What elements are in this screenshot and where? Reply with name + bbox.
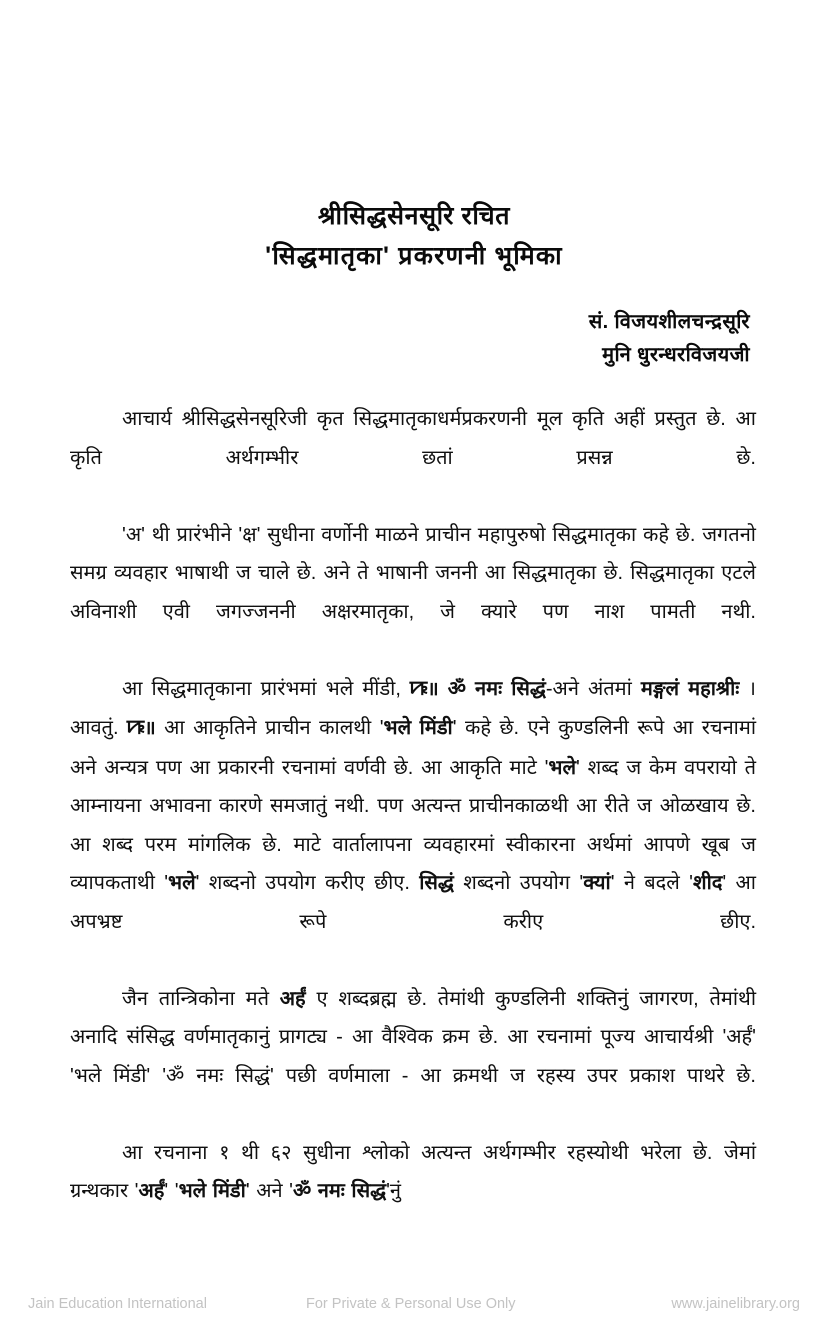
paragraph-4 [70, 980, 756, 1134]
emphasis-term: भले [548, 756, 577, 779]
bhale-mindi-symbol: ꠚ॥ [410, 678, 439, 700]
text-run: आ सिद्धमातृकाना प्रारंभमां भले मींडी, [122, 677, 410, 700]
text-run: । आवतुं. [70, 677, 756, 739]
paragraph-2-text: 'अ' थी प्रारंभीने 'क्ष' सुधीना वर्णोनी माळने प्राचीन महापुरुषो सिद्धमातृका कहे छे. जगतनो समग्र व्यवहार भाषाथी ज चाले छे. अने ते भाषानी जननी आ सिद्धमातृका छे. सिद्धमातृका एटले अविनाशी एवी जगज्जननी अक्षरमातृका, जे क्यारे पण नाश पामती नथी. [70, 523, 756, 623]
emphasis-term: भले मिंडी [178, 1180, 246, 1202]
emphasis-term: क्यां [583, 872, 611, 894]
text-run: ' अने ' [245, 1180, 293, 1202]
paragraph-1 [70, 400, 756, 516]
text-run: ' कहे छे. एने कुण्डलिनी रूपे आ रचनामां अने अन्यत्र पण आ प्रकारनी रचनामां वर्णवी छे. आ आकृति माटे ' [70, 717, 757, 779]
paragraph-5 [70, 1134, 756, 1211]
text-run: ' शब्द ज केम वपरायो ते आम्नायना अभावना कारणे समजातुं नथी. पण अत्यन्त प्राचीनकाळथी आ रीते ज ओळखाय छे. आ शब्द परम मांगलिक छे. माटे वार्तालापना व्यवहारमां स्वीकारना अर्थमां आपणे खूब ज व्यापकताथी ' [70, 756, 756, 894]
text-run: शब्दनो उपयोग ' [453, 872, 584, 894]
paragraph-1-text: आचार्य श्रीसिद्धसेनसूरिजी कृत सिद्धमातृकाधर्मप्रकरणनी मूल कृति अहीं प्रस्तुत छे. आ कृति अर्थगम्भीर छतां प्रसन्न छे. [70, 408, 756, 469]
emphasis-term: ॐ नमः सिद्धं [292, 1180, 387, 1202]
emphasis-term: शीद [693, 872, 723, 894]
text-run: ए शब्दब्रह्म छे. तेमांथी कुण्डलिनी शक्तिनुं जागरण, तेमांथी अनादि संसिद्ध वर्णमातृकानुं प्रागट्य - आ वैश्विक क्रम छे. आ रचनामां पूज्य आचार्यश्री 'अर्हं' 'भले मिंडी' 'ॐ नमः सिद्धं' पछी वर्णमाला - आ क्रमथी ज रहस्य उपर प्रकाश पाथरे छे. [70, 987, 756, 1087]
text-run: ' आ अपभ्रष्ट रूपे करीए छीए. [70, 872, 756, 933]
byline-author: मुनि धुरन्धरविजयजी [602, 344, 750, 366]
text-run: -अने अंतमां [545, 677, 641, 700]
text-run: ' ' [164, 1180, 179, 1202]
paragraph-5-text [70, 1142, 756, 1203]
title-line-1: श्रीसिद्धसेनसूरि रचित [317, 202, 511, 230]
emphasis-term: मङ्गलं महाश्रीः [640, 677, 740, 700]
text-run: आ आकृतिने प्राचीन कालथी ' [155, 717, 384, 739]
page-footer [0, 1292, 828, 1322]
footer-usage-notice: For Private & Personal Use Only [306, 1296, 516, 1312]
text-run: 'नुं [386, 1180, 402, 1202]
emphasis-term: भले [168, 872, 196, 894]
footer-organization: Jain Education International [28, 1296, 207, 1312]
text-run: आ रचनाना १ थी ६२ सुधीना श्लोको अत्यन्त अर्थगम्भीर रहस्योथी भरेला छे. जेमां ग्रन्थकार ' [70, 1141, 756, 1202]
emphasis-term: सिद्धं [419, 872, 454, 894]
text-run: ' शब्दनो उपयोग करीए छीए. [195, 872, 420, 894]
paragraph-4-text [70, 988, 756, 1087]
paragraph-2 [70, 516, 756, 670]
title-line-2: 'सिद्धमातृका' प्रकरणनी भूमिका [265, 242, 563, 270]
text-run: जैन तान्त्रिकोना मते [122, 987, 280, 1010]
emphasis-term: अर्हं [279, 987, 306, 1010]
body-text-column [70, 400, 756, 1211]
bhale-mindi-symbol: ꠚ॥ [127, 718, 156, 739]
text-run: ' ने बदले ' [610, 872, 693, 894]
paragraph-3 [70, 670, 756, 980]
emphasis-term: भले मिंडी [383, 717, 453, 739]
paragraph-3-text [70, 678, 756, 933]
footer-website-link[interactable]: www.jainelibrary.org [671, 1296, 800, 1312]
page-title [70, 196, 758, 276]
emphasis-term: अर्हं [138, 1180, 165, 1202]
byline [70, 306, 758, 372]
emphasis-term: ॐ नमः सिद्धं [438, 677, 546, 700]
byline-editor: सं. विजयशीलचन्द्रसूरि [588, 311, 750, 333]
